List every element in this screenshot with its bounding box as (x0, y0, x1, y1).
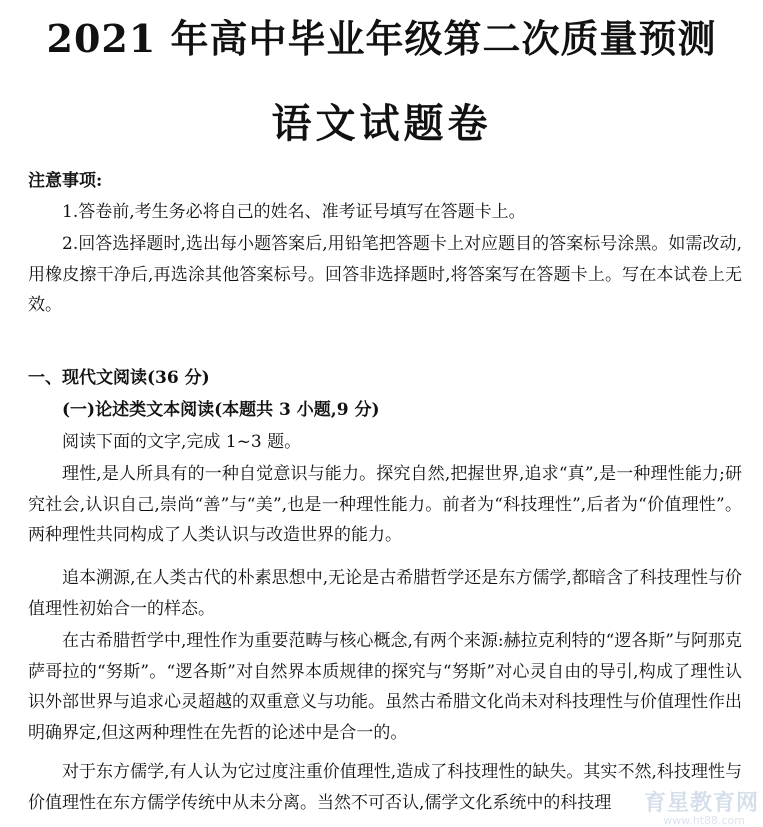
site-watermark-url: www.ht88.com (663, 814, 745, 827)
notice-item: 1.答卷前,考生务必将自己的姓名、准考证号填写在答题卡上。 (62, 202, 526, 222)
notice-item: 2.回答选择题时,选出每小题答案后,用铅笔把答题卡上对应题目的答案标号涂黑。如需改动,用橡皮擦干净后,再选涂其他答案标号。回答非选择题时,将答案写在答题卡上。写在本试卷上无效。 (28, 234, 742, 315)
body-paragraph: 理性,是人所具有的一种自觉意识与能力。探究自然,把握世界,追求“真”,是一种理性能力;研究社会,认识自己,崇尚“善”与“美”,也是一种理性能力。前者为“科技理性”,后者为“价值理性”。两种理性共同构成了人类认识与改造世界的能力。 (28, 464, 742, 545)
body-paragraph: 追本溯源,在人类古代的朴素思想中,无论是古希腊哲学还是东方儒学,都暗含了科技理性与价值理性初始合一的样态。 (28, 568, 742, 619)
exam-subtitle: 语文试题卷 (271, 100, 492, 147)
body-paragraph: 在古希腊哲学中,理性作为重要范畴与核心概念,有两个来源:赫拉克利特的“逻各斯”与阿那克萨哥拉的“努斯”。“逻各斯”对自然界本质规律的探究与“努斯”对心灵自由的导引,构成了理性认识外部世界与追求心灵超越的双重意义与功能。虽然古希腊文化尚未对科技理性与价值理性作出明确界定,但这两种理性在先哲的论述中是合一的。 (28, 631, 742, 743)
body-paragraph: 对于东方儒学,有人认为它过度注重价值理性,造成了科技理性的缺失。其实不然,科技理性与价值理性在东方儒学传统中从未分离。当然不可否认,儒学文化系统中的科技理 (28, 762, 742, 813)
site-watermark: 育星教育网 (643, 791, 759, 816)
reading-instruction: 阅读下面的文字,完成 1~3 题。 (62, 432, 302, 452)
section-heading: 一、现代文阅读(36 分) (28, 368, 210, 388)
notice-heading: 注意事项: (28, 171, 103, 191)
section-subheading: (一)论述类文本阅读(本题共 3 小题,9 分) (62, 400, 380, 420)
exam-title: 2021 年高中毕业年级第二次质量预测 (46, 16, 717, 61)
